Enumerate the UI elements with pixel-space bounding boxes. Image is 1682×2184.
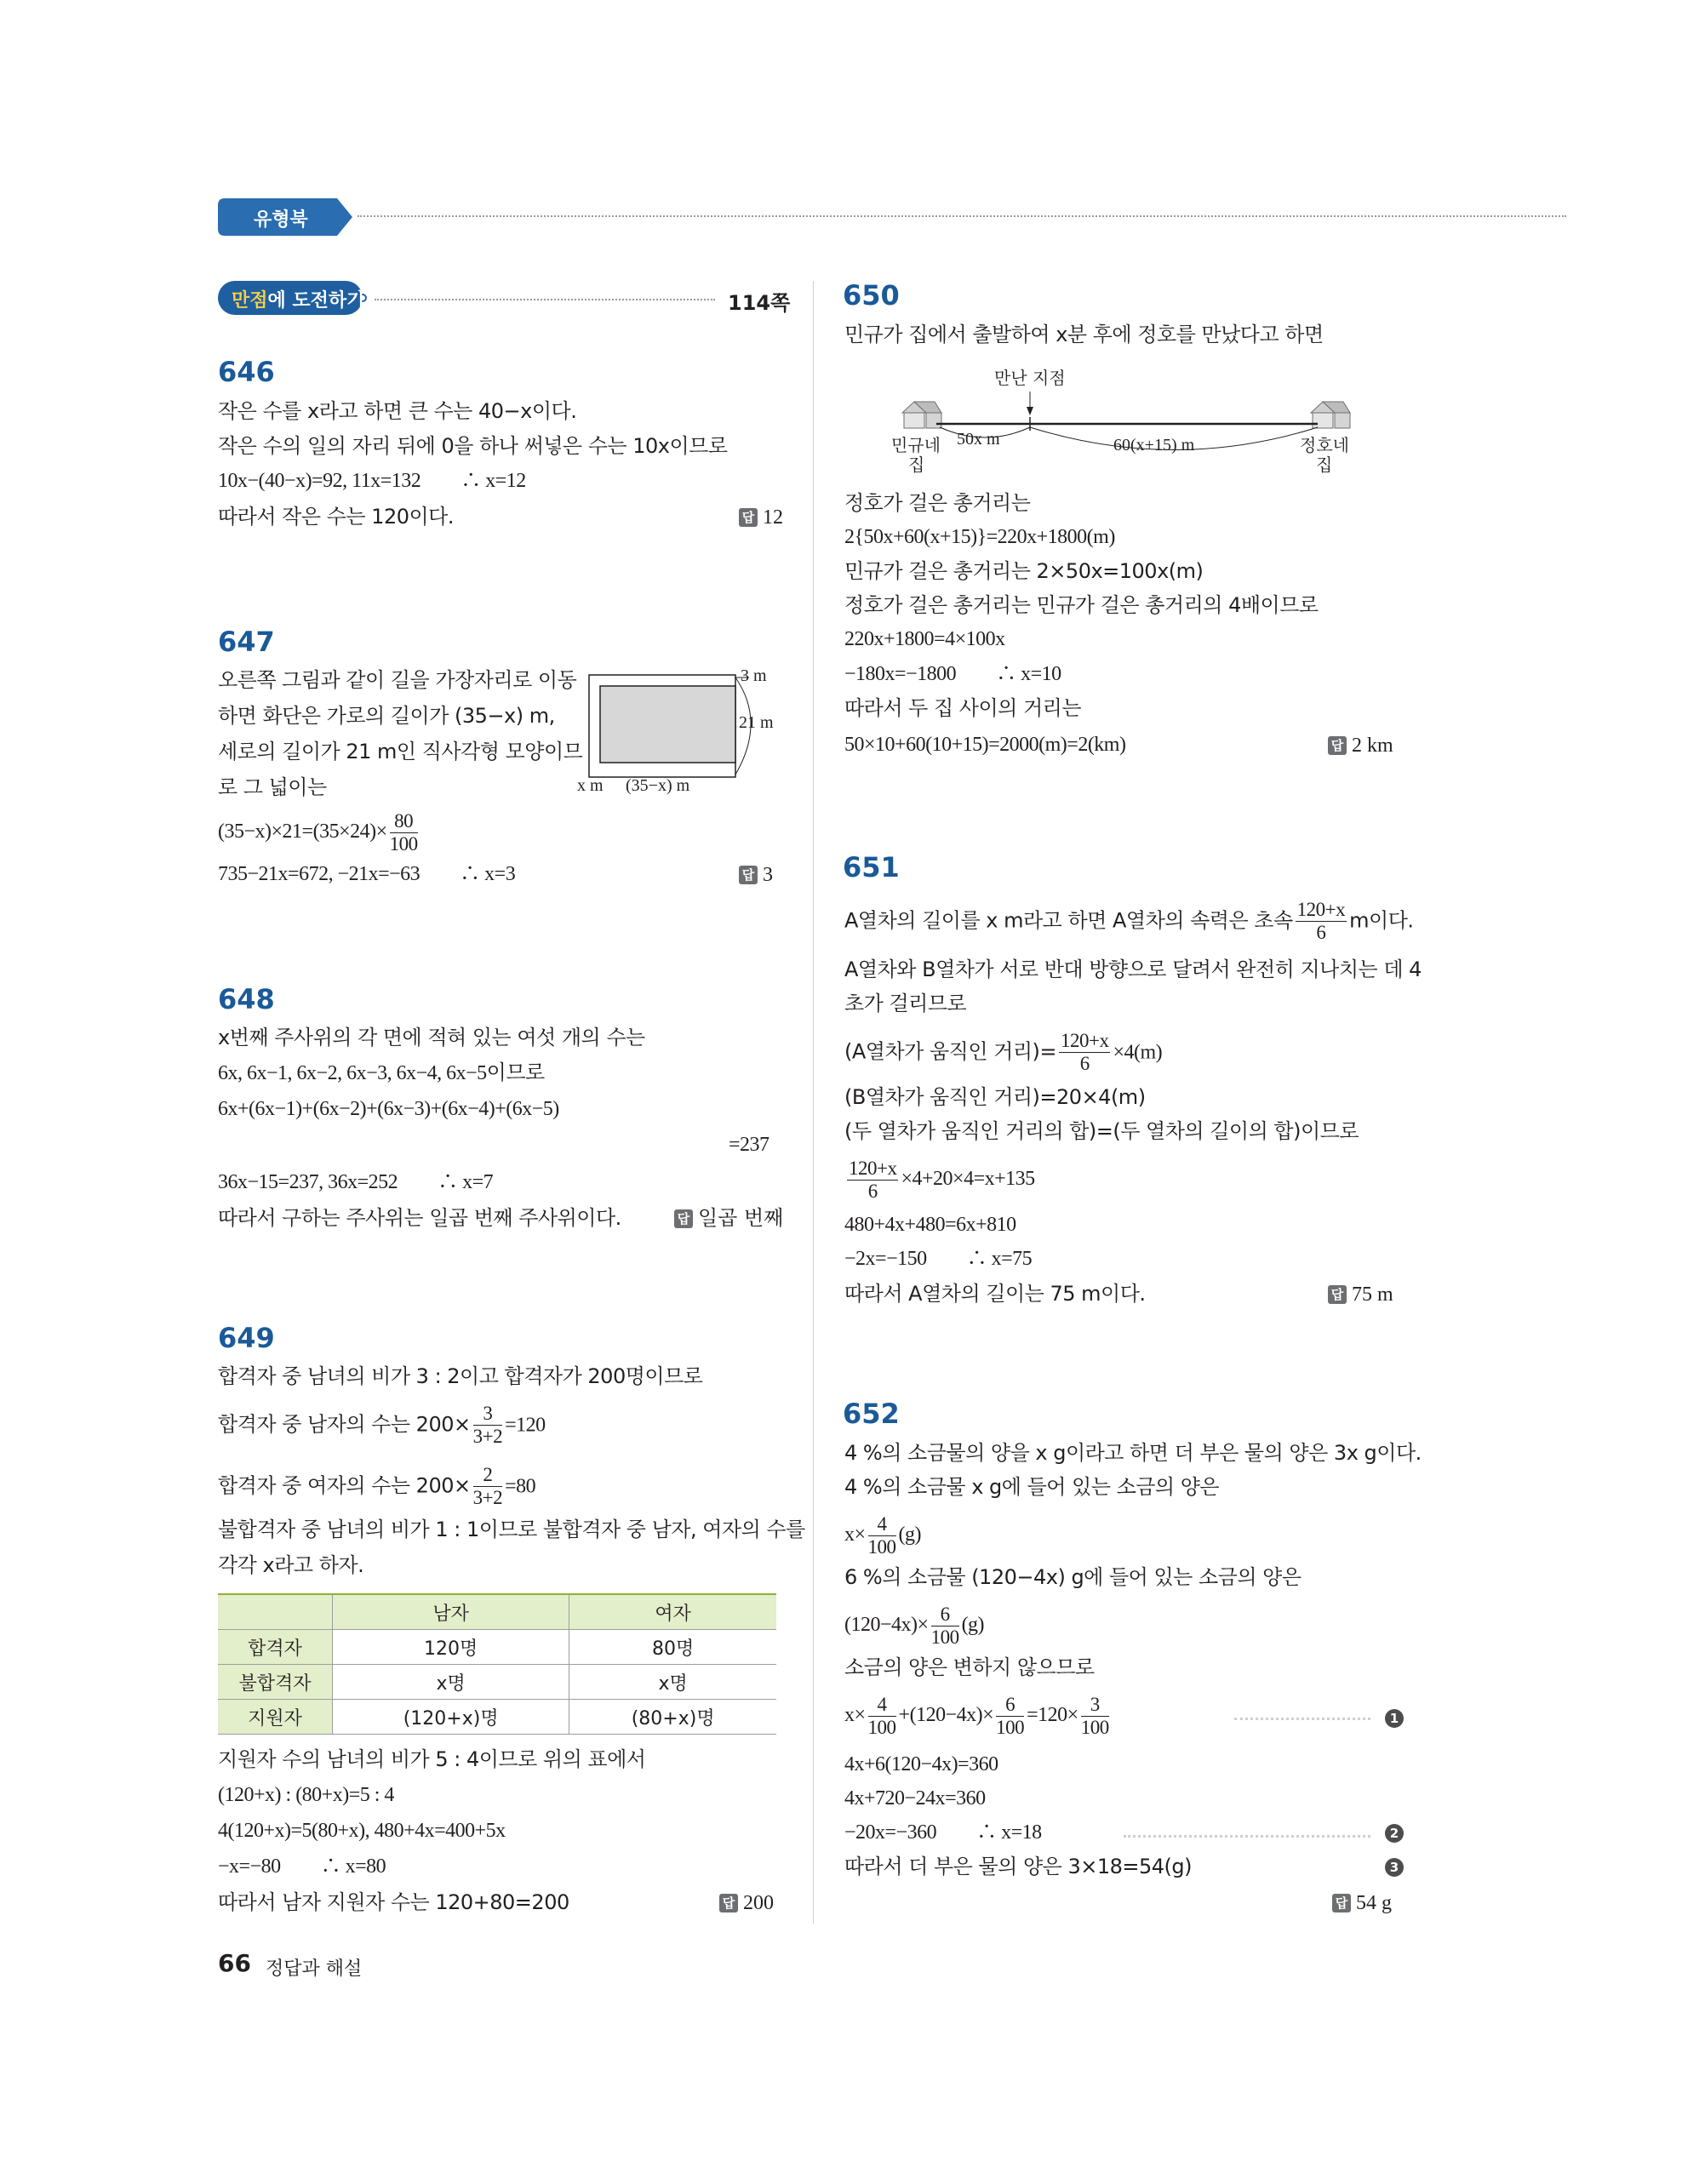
fig-label-3m: 3 m bbox=[741, 666, 767, 685]
p650-line: 220x+1800=4×100x bbox=[844, 628, 1005, 650]
p647-line: 오른쪽 그림과 같이 길을 가장자리로 이동 bbox=[218, 668, 577, 692]
p647-line: (35−x)×21=(35×24)× $\frac{80}{100}$ bbox=[218, 810, 418, 855]
section-page-ref: 114쪽 bbox=[728, 291, 791, 315]
p649-line: 불합격자 중 남녀의 비가 1 : 1이므로 불합격자 중 남자, 여자의 수를 bbox=[218, 1518, 805, 1541]
fraction: $\frac{6}{100}$ bbox=[930, 1604, 959, 1648]
p649-line: (120+x) : (80+x)=5 : 4 bbox=[218, 1784, 394, 1806]
section-divider bbox=[375, 299, 715, 300]
fraction: $\frac{4}{100}$ bbox=[867, 1513, 896, 1558]
fig-50x: 50x m bbox=[957, 430, 1000, 449]
column-divider bbox=[813, 281, 814, 1924]
p648-answer: 답 일곱 번째 bbox=[674, 1203, 783, 1232]
p650-line: 50×10+60(10+15)=2000(m)=2(km) bbox=[844, 734, 1126, 756]
p651-line: 480+4x+480=6x+810 bbox=[844, 1214, 1016, 1236]
fraction: $\frac{120+x}{6}$ bbox=[849, 1158, 897, 1202]
section-badge bbox=[218, 281, 369, 317]
p652-line: x× $\frac{4}{100}$ +(120−4x)× $\frac{6}{100}$ =120× $\frac{3}{100}$ bbox=[844, 1694, 1109, 1738]
fraction: $\frac{4}{100}$ bbox=[867, 1694, 896, 1738]
answer-icon: 답 bbox=[1332, 1894, 1351, 1912]
p648-line: =237 bbox=[729, 1134, 769, 1156]
dot-leader bbox=[1234, 1718, 1370, 1720]
header-tab bbox=[218, 198, 352, 236]
problem-number-648: 648 bbox=[218, 983, 275, 1015]
p652-line: 4x+720−24x=360 bbox=[844, 1787, 986, 1810]
p651-line: 초가 걸리므로 bbox=[844, 992, 967, 1015]
p650-line: 민규가 집에서 출발하여 x분 후에 정호를 만났다고 하면 bbox=[844, 323, 1324, 346]
p651-line: A열차의 길이를 x m라고 하면 A열차의 속력은 초속 $\frac{120+x}{6}$ m이다. bbox=[844, 899, 1414, 943]
p649-answer: 답 200 bbox=[719, 1888, 774, 1918]
fraction: $\frac{3}{3+2}$ bbox=[472, 1403, 503, 1447]
p651-line: (두 열차가 움직인 거리의 합)=(두 열차의 길이의 합)이므로 bbox=[844, 1119, 1359, 1143]
fig-right-house-label: 집 bbox=[1316, 455, 1333, 475]
p650-line: 정호가 걸은 총거리는 민규가 걸은 총거리의 4배이므로 bbox=[844, 593, 1319, 617]
p648-line: 6x, 6x−1, 6x−2, 6x−3, 6x−4, 6x−5이므로 bbox=[218, 1062, 545, 1084]
fraction: $\frac{120+x}{6}$ bbox=[1060, 1030, 1109, 1074]
p652-answer: 답 54 g bbox=[1332, 1888, 1392, 1918]
answer-icon: 답 bbox=[739, 866, 758, 884]
table-row: 합격자 120명 80명 bbox=[218, 1630, 776, 1665]
footer-label: 정답과 해설 bbox=[266, 1958, 363, 1980]
table-row: 지원자 (120+x)명 (80+x)명 bbox=[218, 1700, 776, 1735]
p647-line: 하면 화단은 가로의 길이가 (35−x) m, bbox=[218, 704, 555, 728]
p646-line: 작은 수를 x라고 하면 큰 수는 40−x이다. bbox=[218, 399, 577, 423]
p652-line: (120−4x)× $\frac{6}{100}$ (g) bbox=[844, 1604, 985, 1648]
step-3-icon: 3 bbox=[1385, 1858, 1404, 1877]
answer-icon: 답 bbox=[674, 1209, 693, 1228]
fig-meet-point: 만난 지점 bbox=[994, 368, 1066, 388]
p651-line: A열차와 B열차가 서로 반대 방향으로 달려서 완전히 지나치는 데 4 bbox=[844, 958, 1422, 981]
p649-line: 합격자 중 여자의 수는 200× $\frac{2}{3+2}$ =80 bbox=[218, 1464, 536, 1508]
problem-number-649: 649 bbox=[218, 1322, 275, 1354]
p647-answer: 답 3 bbox=[739, 860, 773, 889]
step-1-icon: 1 bbox=[1385, 1709, 1404, 1728]
fig-label-21m: 21 m bbox=[739, 713, 774, 732]
p649-line: 합격자 중 남녀의 비가 3 : 2이고 합격자가 200명이므로 bbox=[218, 1364, 703, 1388]
problem-number-651: 651 bbox=[843, 851, 900, 883]
table-row: 불합격자 x명 x명 bbox=[218, 1665, 776, 1700]
p650-line: 민규가 걸은 총거리는 2×50x=100x(m) bbox=[844, 559, 1204, 583]
p652-line: 6 %의 소금물 (120−4x) g에 들어 있는 소금의 양은 bbox=[844, 1565, 1302, 1589]
problem-number-652: 652 bbox=[843, 1398, 900, 1430]
fraction: $\frac{2}{3+2}$ bbox=[472, 1464, 503, 1508]
p648-line: x번째 주사위의 각 면에 적혀 있는 여섯 개의 수는 bbox=[218, 1026, 645, 1049]
header-divider bbox=[358, 215, 1566, 217]
p650-line: 따라서 두 집 사이의 거리는 bbox=[844, 696, 1082, 720]
house-icon bbox=[902, 402, 941, 428]
problem-number-647: 647 bbox=[218, 626, 275, 658]
p651-answer: 답 75 m bbox=[1328, 1279, 1393, 1309]
p649-line: 4(120+x)=5(80+x), 480+4x=400+5x bbox=[218, 1820, 506, 1842]
p651-line: (A열차가 움직인 거리)= $\frac{120+x}{6}$ ×4(m) bbox=[844, 1030, 1163, 1074]
p652-line: 소금의 양은 변하지 않으므로 bbox=[844, 1655, 1095, 1679]
problem-number-650: 650 bbox=[843, 279, 900, 312]
badge-highlight: 만점 bbox=[232, 290, 268, 312]
p650-line: −180x=−1800 ∴ x=10 bbox=[844, 663, 1061, 685]
p647-line: 735−21x=672, −21x=−63 ∴ x=3 bbox=[218, 863, 516, 885]
fig-label-35x: (35−x) m bbox=[626, 776, 690, 795]
fig-label-xm: x m bbox=[577, 776, 604, 795]
p646-answer: 답 12 bbox=[739, 502, 783, 532]
p648-line: 따라서 구하는 주사위는 일곱 번째 주사위이다. bbox=[218, 1206, 621, 1230]
p652-line: 4 %의 소금물 x g에 들어 있는 소금의 양은 bbox=[844, 1475, 1220, 1499]
answer-icon: 답 bbox=[1328, 1285, 1347, 1304]
problem-number-646: 646 bbox=[218, 356, 275, 388]
p646-line: 작은 수의 일의 자리 뒤에 0을 하나 써넣은 수는 10x이므로 bbox=[218, 434, 728, 458]
p649-line: 합격자 중 남자의 수는 200× $\frac{3}{3+2}$ =120 bbox=[218, 1403, 546, 1447]
fraction: $\frac{3}{100}$ bbox=[1080, 1694, 1109, 1738]
p651-line: 따라서 A열차의 길이는 75 m이다. bbox=[844, 1282, 1146, 1306]
p649-line: −x=−80 ∴ x=80 bbox=[218, 1855, 386, 1878]
table-header: 남자 bbox=[333, 1594, 569, 1630]
fig-left-house-label: 민규네 bbox=[891, 435, 941, 455]
step-2-icon: 2 bbox=[1385, 1824, 1404, 1843]
p651-line: $\frac{120+x}{6}$ ×4+20×4=x+135 bbox=[849, 1158, 1035, 1202]
p651-line: −2x=−150 ∴ x=75 bbox=[844, 1248, 1033, 1270]
fraction: $\frac{120+x}{6}$ bbox=[1296, 899, 1346, 943]
p647-line: 로 그 넓이는 bbox=[218, 775, 327, 799]
p652-line: x× $\frac{4}{100}$ (g) bbox=[844, 1513, 922, 1558]
fraction: $\frac{6}{100}$ bbox=[996, 1694, 1025, 1738]
p649-line: 지원자 수의 남녀의 비가 5 : 4이므로 위의 표에서 bbox=[218, 1747, 646, 1771]
p652-line: 4x+6(120−4x)=360 bbox=[844, 1753, 998, 1775]
answer-icon: 답 bbox=[719, 1894, 738, 1912]
p649-line: 각각 x라고 하자. bbox=[218, 1553, 364, 1577]
applicants-table bbox=[218, 1593, 776, 1735]
p646-line: 10x−(40−x)=92, 11x=132 ∴ x=12 bbox=[218, 470, 526, 492]
p648-line: 36x−15=237, 36x=252 ∴ x=7 bbox=[218, 1171, 494, 1193]
fraction: $\frac{80}{100}$ bbox=[389, 810, 418, 855]
answer-icon: 답 bbox=[739, 508, 758, 527]
p647-line: 세로의 길이가 21 m인 직사각형 모양이므 bbox=[218, 740, 583, 763]
p651-line: (B열차가 움직인 거리)=20×4(m) bbox=[844, 1085, 1146, 1109]
fig-left-house-label: 집 bbox=[908, 455, 925, 475]
p649-line: 따라서 남자 지원자 수는 120+80=200 bbox=[218, 1890, 569, 1914]
badge-text: 에 도전하기 bbox=[267, 290, 365, 312]
p650-line: 정호가 걸은 총거리는 bbox=[844, 491, 1031, 515]
header-tab-label: 유형북 bbox=[254, 209, 308, 231]
answer-icon: 답 bbox=[1328, 736, 1347, 755]
p652-line: 4 %의 소금물의 양을 x g이라고 하면 더 부은 물의 양은 3x g이다. bbox=[844, 1441, 1422, 1465]
p650-answer: 답 2 km bbox=[1328, 730, 1393, 760]
page-number: 66 bbox=[218, 1949, 251, 1977]
dot-leader bbox=[1124, 1835, 1370, 1838]
table-header: 여자 bbox=[569, 1594, 776, 1630]
fig-right-house-label: 정호네 bbox=[1300, 435, 1349, 455]
p646-line: 따라서 작은 수는 120이다. bbox=[218, 505, 454, 529]
p650-line: 2{50x+60(x+15)}=220x+1800(m) bbox=[844, 526, 1115, 548]
p648-line: 6x+(6x−1)+(6x−2)+(6x−3)+(6x−4)+(6x−5) bbox=[218, 1098, 559, 1120]
p652-line: −20x=−360 ∴ x=18 bbox=[844, 1821, 1042, 1844]
fig-60x: 60(x+15) m bbox=[1113, 436, 1195, 455]
p652-line: 따라서 더 부은 물의 양은 3×18=54(g) bbox=[844, 1855, 1193, 1878]
